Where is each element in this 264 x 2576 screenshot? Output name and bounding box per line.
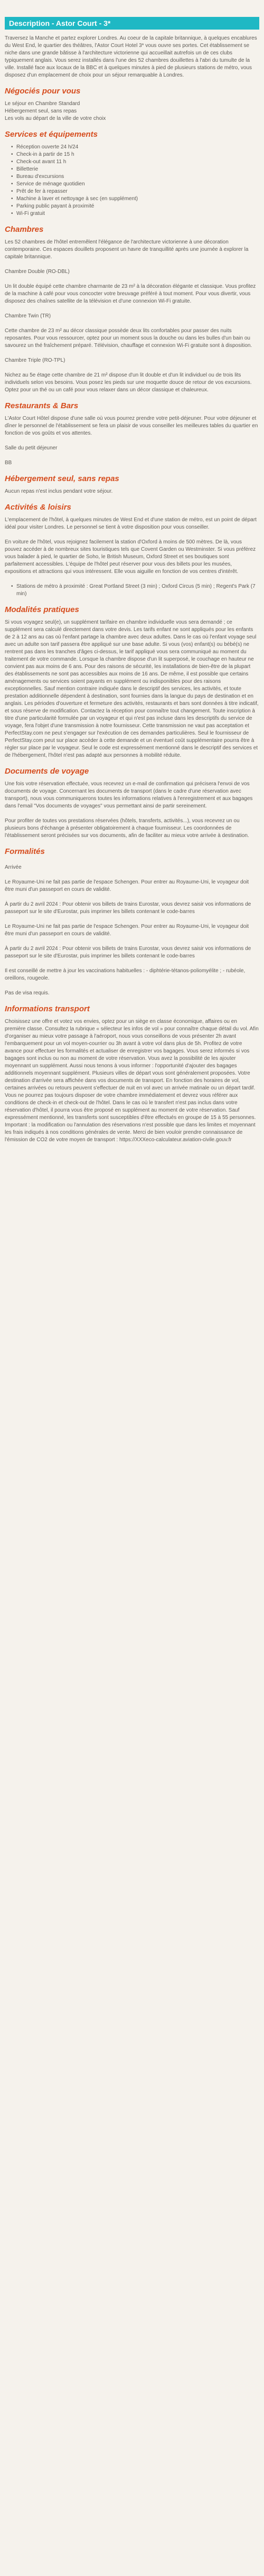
- room-description: Cette chambre de 23 m² au décor classique possède deux lits confortables pour passer des nuits reposantes. Pour vous ressourcer, optez pour un moment sous la douche ou dans les bulles d'un bain ou savourez un thé fraîchement préparé. Télévision, chauffage et connexion Wi-Fi gratuite sont à disposition.: [5, 328, 252, 349]
- nego-line: Hébergement seul, sans repas: [5, 108, 77, 114]
- section-heading-chambres: Chambres: [5, 225, 44, 234]
- page-title: Description - Astor Court - 3*: [5, 17, 259, 30]
- services-list: [5, 144, 259, 218]
- page: [0, 17, 264, 1144]
- service-item: • Bureau d'excursions: [16, 173, 259, 181]
- hebergement-text: Aucun repas n'est inclus pendant votre séjour.: [5, 488, 113, 494]
- modalites-text: Si vous voyagez seul(e), un supplément tarifaire en chambre individuelle vous sera demandé ; ce supplément sera calculé directement dans votre devis. Les tarifs enfant ne sont appliqués pour les enfants de 2 à 12 ans au cas où l'enfant partage la chambre avec deux adultes. Dans le cas où l'enfant voyage seul avec un adulte son tarif passera être appliqué sur une base adulte. Si vous (vos) enfant(s) ou bébé(s) ne rentrent pas dans les tranches d'âges ci-dessus, le tarif appliqué vous sera communiqué au moment du traitement de votre commande. Lorsque la chambre dispose d'un lit superposé, le couchage en hauteur ne convient pas aux moins de 6 ans. Pour des raisons de sécurité, les installations de bien-être de la plupart des établissements ne sont pas accessibles aux moins de 16 ans. De même, il est possible que certains aménagements ou services soient payants en supplément ou indisponibles pour des raisons exceptionnelles. Sauf mention contraire indiquée dans le descriptif des services, les activités, et toute prestation additionnelle dépendent à destination, sont fournies dans la langue du pays de destination et en anglais. Les périodes d'ouverture et fermeture des activités, restaurants et bars sont données à titre indicatif, et sous réserve de modification. Contactez la réception pour connaître tout changement. Toute inscription à titre d'une particularité formulée par un voyageur et qui n'est pas incluse dans les descriptifs du service de voyage, fera l'objet d'une transmission à notre fournisseur. Cette transmission ne vaut pas acceptation et PerfectStay.com ne peut s'engager sur l'exécution de ces demandes particulières. Seul le fournisseur de PerfectStay.com peut sur place accéder à cette demande et un éventuel coût supplémentaire pourra être à régler sur place par le voyageur. Seul le code est expressément mentionné dans le descriptif des services et de l'hébergement, l'hôtel n'est pas adapté aux personnes à mobilité réduite.: [5, 619, 259, 758]
- restaurants-intro: L'Astor Court Hôtel dispose d'une salle où vous pourrez prendre votre petit-déjeuner. Pour votre déjeuner et dîner le personnel de l'établissement se fera un plaisir de vous conseiller les meilleures tables du quartier en fonction de vos goûts et vos attentes.: [5, 416, 258, 436]
- formalites-block: À partir du 2 avril 2024 : Pour obtenir vos billets de trains Eurostar, vous devrez saisir vos informations de passeport sur le site d'Eurostar, puis imprimer les billets contenant le code-barres: [5, 901, 251, 915]
- service-item: • Wi-Fi gratuit: [16, 210, 259, 218]
- transport-text: Choisissez une offre et votez vos envies, optez pour un siège en classe économique, affaires ou en première classe. Consultez la rubrique « sélecteur les infos de vol » pour connaître chaque détail du vol. Afin d'organiser au mieux votre passage à l'aéroport, nous vous conseillons de vous présenter 2h avant l'embarquement pour un vol moyen-courrier ou 3h avant à votre vol dans plus de 5h. Profitez de votre avance pour effectuer les formalités et actualiser de enregistrer vos bagages. Vous serez informés si vos bagages sont inclus ou non au moment de votre réservation. Vous avez la possibilité de les ajouter moyennant un supplément. Aussi nous tenons à vous informer : l'opportunité d'ajouter des bagages additionnels moyennant supplément. Plusieurs villes de départ vous sont généralement proposées. Votre destination d'arrivée sera affichée dans vos documents de transport. En fonction des horaires de vol, certaines arrivées ou retours peuvent s'effectuer de nuit en vol avec un arrivée matinale ou un départ tardif. Vous ne pourrez pas toujours disposer de votre chambre immédiatement et devrez vous référer aux conditions de check-in et check-out de l'hôtel. Dans le cas où le transfert n'est pas inclus dans votre réservation d'hôtel, il pourra vous être proposé en supplément au moment de votre réservation. Sauf expressément mentionné, les transferts sont susceptibles d'être effectués en groupe de 15 à 55 personnes. Important : la modification ou l'annulation des réservations n'est possible que dans les limites et moyennant les frais indiqués à nos conditions générales de vente. Merci de bien vouloir prendre connaissance de l'émission de CO2 de votre moyen de transport : https://XXXeco-calculateur.aviation-civile.gouv.fr: [5, 1019, 259, 1143]
- formalites-block: Le Royaume-Uni ne fait pas partie de l'espace Schengen. Pour entrer au Royaume-Uni, le voyageur doit être muni d'un passeport en cours de validité.: [5, 924, 249, 937]
- nego-line: Les vols au départ de la ville de votre choix: [5, 116, 106, 121]
- section-heading-formalites: Formalités: [5, 847, 45, 856]
- visa-text: Pas de visa requis.: [5, 990, 50, 996]
- section-heading-activites: Activités & loisirs: [5, 503, 71, 512]
- activites-p2: En voiture de l'hôtel, vous rejoignez facilement la station d'Oxford à moins de 500 mètres. De là, vous pouvez accéder à de nombreux sites touristiques tels que Covent Garden ou Westminster. Si vous préférez vous balader à pied, le quartier de Soho, le British Museum, Oxford Street et ses boutiques sont parfaitement accessibles. L'équipe de l'hôtel peut réserver pour vous des billets pour les musées, expositions et attractions qui vous intéressent. Elle vous aiguille en fonction de vos centres d'intérêt.: [5, 539, 256, 575]
- documents-p1: Une fois votre réservation effectuée, vous recevrez un e-mail de confirmation qui précisera l'envoi de vos documents de voyage. Concernant les documents de transport (dans le cadre d'une réservation avec transport), nous vous communiquerons toutes les informations relatives à l'enregistrement et aux bagages dans l'email "Vos documents de voyages" vous permettant ainsi de partir sereinement.: [5, 781, 253, 809]
- section-heading-restaurants: Restaurants & Bars: [5, 401, 79, 410]
- service-item: • Machine à laver et nettoyage à sec (en supplément): [16, 195, 259, 203]
- service-item: • Billetterie: [16, 166, 259, 173]
- room-name: Chambre Triple (RO-TPL): [5, 358, 65, 363]
- section-heading-services: Services et équipements: [5, 130, 98, 139]
- section-heading-hebergement: Hébergement seul, sans repas: [5, 474, 119, 483]
- section-heading-documents: Documents de voyage: [5, 767, 89, 776]
- vaccinations-text: Il est conseillé de mettre à jour les vaccinations habituelles : - diphtérie-tétanos-poliomyélite ; - rubéole, oreillons, rougeole.: [5, 968, 246, 981]
- hotel-intro: Traversez la Manche et partez explorer Londres. Au coeur de la capitale britannique, à quelques encablures du West End, le quartier des théâtres, l'Astor Court Hotel 3* vous ouvre ses portes. Cet établissement se niche dans une grande bâtisse à l'architecture victorienne qui accueillait autrefois un de ces clubs typiquement anglais. Vous serez installés dans l'une des 52 chambres douillettes à l'abri du tumulte de la ville. Installé face aux locaux de la BBC et à quelques minutes à pied de plusieurs stations de métro, vous disposez d'un emplacement de choix pour un séjour remarquable à Londres.: [5, 35, 257, 78]
- room-name: Chambre Twin (TR): [5, 313, 51, 319]
- documents-p2: Pour profiter de toutes vos prestations réservées (hôtels, transferts, activités...), vous recevrez un ou plusieurs bons d'échange à présenter obligatoirement à chaque fournisseur. Les coordonnées de l'établissement seront précisées sur vos documents, afin de faciliter au mieux votre arrivée à destination.: [5, 818, 249, 839]
- activites-p1: L'emplacement de l'hôtel, à quelques minutes de West End et d'une station de métro, est un point de départ idéal pour visiter Londres. Le personnel se tient à votre disposition pour vous conseiller.: [5, 517, 257, 530]
- stations-list: [5, 583, 259, 598]
- room-name: Chambre Double (RO-DBL): [5, 269, 70, 275]
- chambres-intro: Les 52 chambres de l'hôtel entremêlent l'élégance de l'architecture victorienne à une décoration contemporaine. Ces espaces douillets proposent un havre de tranquillité après une journée à explorer la capitale britannique.: [5, 239, 249, 260]
- service-item: • Prêt de fer à repasser: [16, 188, 259, 195]
- restaurant-venue: Salle du petit déjeuner: [5, 445, 58, 451]
- room-description: Un lit double équipé cette chambre charmante de 23 m² à la décoration élégante et classique. Vous profitez de la machine à café pour vous concocter votre breuvage préféré à tout moment. Pour vous divertir, vous disposez des chaînes satellite de la télévision et d'une connexion Wi-Fi gratuite.: [5, 284, 256, 304]
- meal-plan-code: BB: [5, 460, 12, 466]
- service-item: • Check-in à partir de 15 h: [16, 151, 259, 158]
- service-item: • Service de ménage quotidien: [16, 181, 259, 188]
- section-heading-transport: Informations transport: [5, 1004, 90, 1013]
- service-item: • Check-out avant 11 h: [16, 158, 259, 166]
- formalites-arrivee: Arrivée: [5, 864, 22, 870]
- service-item: • Parking public payant à proximité: [16, 203, 259, 210]
- section-heading-modalites: Modalités pratiques: [5, 605, 79, 614]
- section-heading-negocies: Négociés pour vous: [5, 87, 81, 96]
- formalites-block: Le Royaume-Uni ne fait pas partie de l'espace Schengen. Pour entrer au Royaume-Uni, le voyageur doit être muni d'un passeport en cours de validité.: [5, 879, 249, 892]
- station-item: • Stations de métro à proximité : Great Portland Street (3 min) ; Oxford Circus (5 min) ; Regent's Park (7 min): [16, 583, 259, 598]
- nego-line: Le séjour en Chambre Standard: [5, 101, 80, 107]
- service-item: • Réception ouverte 24 h/24: [16, 144, 259, 151]
- formalites-block: À partir du 2 avril 2024 : Pour obtenir vos billets de trains Eurostar, vous devrez saisir vos informations de passeport sur le site d'Eurostar, puis imprimer les billets contenant le code-barres: [5, 946, 251, 959]
- room-description: Nichez au 5e étage cette chambre de 21 m² dispose d'un lit double et d'un lit individuel ou de trois lits individuels selon vos besoins. Vous posez les pieds sur une moquette douce de retour de vos excursions. Optez pour un thé ou un café pour vous relaxer dans un décor classique et chaleureux.: [5, 372, 252, 393]
